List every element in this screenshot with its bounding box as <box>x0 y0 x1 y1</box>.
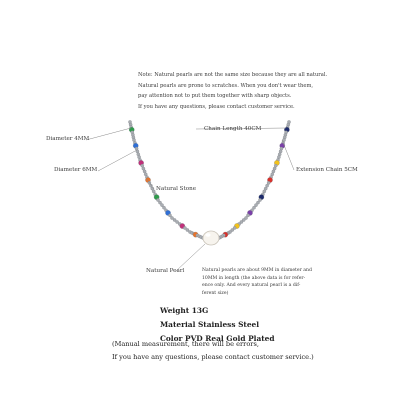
silver-bead <box>143 170 146 173</box>
spec-material: Material Stainless Steel <box>160 320 260 329</box>
footer-line-2: If you have any questions, please contact customer service.) <box>112 353 314 361</box>
pearl-note-line: ferent size) <box>202 290 229 296</box>
silver-bead <box>263 190 266 193</box>
pearl-note-line: Natural pearls are about 9MM in diameter and <box>202 268 312 273</box>
silver-bead <box>266 184 269 187</box>
pearl-size-note <box>202 267 312 297</box>
pearl-note-line: ence only. And every natural pearl is a dif- <box>202 283 301 289</box>
pearl-highlight <box>206 233 211 237</box>
care-note-line: Natural pearls are prone to scratches. When you don't wear them, <box>138 82 314 89</box>
label-chain-length: Chain Length 40CM <box>204 126 262 132</box>
care-note-line: Note: Natural pearls are not the same size because they are all natural. <box>138 72 328 78</box>
silver-bead <box>132 138 135 141</box>
silver-bead <box>141 164 144 167</box>
silver-bead <box>282 138 285 141</box>
care-note-line: If you have any questions, please contact customer service. <box>138 103 295 110</box>
silver-bead <box>277 156 280 159</box>
leader-line <box>86 128 131 140</box>
natural-pearl <box>203 231 219 245</box>
label-natural-stone: Natural Stone <box>156 186 197 192</box>
silver-bead <box>152 190 155 193</box>
care-note-line: pay attention not to put them together with sharp objects. <box>138 93 292 99</box>
leader-line <box>98 150 137 171</box>
silver-bead <box>274 164 277 167</box>
silver-bead <box>272 170 275 173</box>
pearl-note-line: 10MM in length (the above data is for refer- <box>202 275 306 281</box>
silver-bead <box>138 156 141 159</box>
label-natural-pearl: Natural Pearl <box>146 268 185 274</box>
leader-line <box>176 244 205 271</box>
silver-bead <box>279 150 282 153</box>
leader-lines <box>86 128 294 271</box>
label-diameter-4mm: Diameter 4MM <box>46 136 90 142</box>
bead-strand <box>128 120 290 239</box>
leader-line <box>282 140 294 170</box>
label-diameter-6mm: Diameter 6MM <box>54 167 98 173</box>
spec-weight: Weight 13G <box>160 306 209 315</box>
care-note <box>138 70 327 112</box>
footer-line-1: (Manual measurement, there will be errors, <box>112 340 259 348</box>
spec-color: Color PVD Real Gold Plated <box>160 334 275 343</box>
label-extension-chain: Extension Chain 5CM <box>296 167 358 173</box>
